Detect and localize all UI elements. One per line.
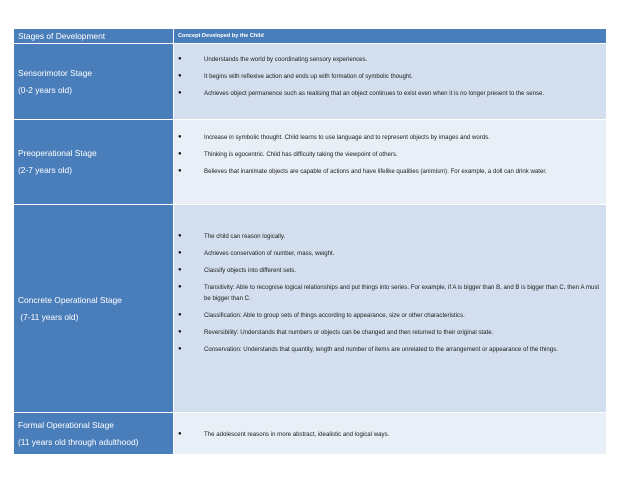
table-row	[14, 205, 606, 413]
table-header-row	[14, 29, 606, 44]
concept-cell	[174, 120, 606, 205]
stage-cell	[14, 44, 174, 120]
bullet-icon: ●	[178, 151, 182, 157]
bullet-icon: ●	[178, 346, 182, 352]
bullet-icon: ●	[178, 250, 182, 256]
list-item: ● The child can reason logically.	[178, 233, 286, 240]
list-item: ● Conservation: Understands that quantity, length and number of items are unrelated to the arrangement or appearance of the things.	[178, 346, 558, 353]
list-item: ● Classification: Able to group sets of things according to appearance, size or other characteristics.	[178, 312, 465, 319]
header-concept-cell	[174, 29, 606, 44]
bullet-icon: ●	[178, 134, 182, 140]
concept-list	[178, 132, 600, 177]
list-item: ● It begins with reflexive action and ends up with formation of symbolic thought.	[178, 73, 413, 80]
bullet-icon: ●	[178, 284, 182, 290]
header-stages-cell	[14, 29, 174, 44]
list-item: ● Thinking is egocentric. Child has difficulty taking the viewpoint of others.	[178, 151, 398, 158]
concept-cell	[174, 44, 606, 120]
table-row	[14, 120, 606, 205]
stage-age: (0-2 years old)	[18, 84, 72, 95]
bullet-icon: ●	[178, 267, 182, 273]
header-stages-label: Stages of Development	[18, 31, 106, 41]
bullet-icon: ●	[178, 431, 182, 437]
concept-list	[178, 429, 600, 440]
stage-name: Formal Operational Stage	[18, 419, 114, 430]
bullet-icon: ●	[178, 73, 182, 79]
stage-name: Sensorimotor Stage	[18, 67, 93, 78]
concept-cell	[174, 413, 606, 455]
bullet-icon: ●	[178, 329, 182, 335]
list-item: ● Understands the world by coordinating sensory experiences.	[178, 56, 368, 63]
bullet-icon: ●	[178, 56, 182, 62]
bullet-icon: ●	[178, 168, 182, 174]
bullet-icon: ●	[178, 90, 182, 96]
stages-table	[14, 29, 606, 455]
stage-cell	[14, 413, 174, 455]
concept-list	[178, 231, 600, 355]
list-item: ● Classify objects into different sets.	[178, 267, 297, 274]
stage-cell	[14, 120, 174, 205]
list-item: ● Increase in symbolic thought. Child learns to use language and to represent objects by images and words.	[178, 134, 490, 141]
bullet-icon: ●	[178, 233, 182, 239]
header-concept-label: Concept Developed by the Child	[178, 33, 264, 39]
list-item: ● Transitivity: Able to recognise logical relationships and put things into series. For example, if A is bigger than B, and B is bigger than C, then A must be bigger than C.	[178, 284, 600, 302]
stage-age: (11 years old through adulthood)	[18, 436, 139, 447]
stage-name: Preoperational Stage	[18, 148, 97, 158]
stage-name: Concrete Operational Stage	[18, 294, 122, 305]
table-row	[14, 44, 606, 120]
list-item: ● The adolescent reasons in more abstract, idealistic and logical ways.	[178, 431, 390, 438]
list-item: ● Achieves conservation of number, mass, weight.	[178, 250, 335, 257]
list-item: ● Reversibility: Understands that numbers or objects can be changed and then returned to their original state.	[178, 329, 494, 336]
stage-cell	[14, 205, 174, 413]
concept-list	[178, 54, 600, 99]
concept-cell	[174, 205, 606, 413]
list-item: ● Believes that inanimate objects are capable of actions and have lifelike qualities (animism). For example, a doll can drink water.	[178, 168, 547, 175]
list-item: ● Achieves object permanence such as realising that an object continues to exist even when it is no longer present to the sense.	[178, 90, 545, 97]
stage-age: (7-11 years old)	[18, 311, 79, 322]
stage-age: (2-7 years old)	[18, 165, 72, 175]
bullet-icon: ●	[178, 312, 182, 318]
table-row	[14, 413, 606, 455]
